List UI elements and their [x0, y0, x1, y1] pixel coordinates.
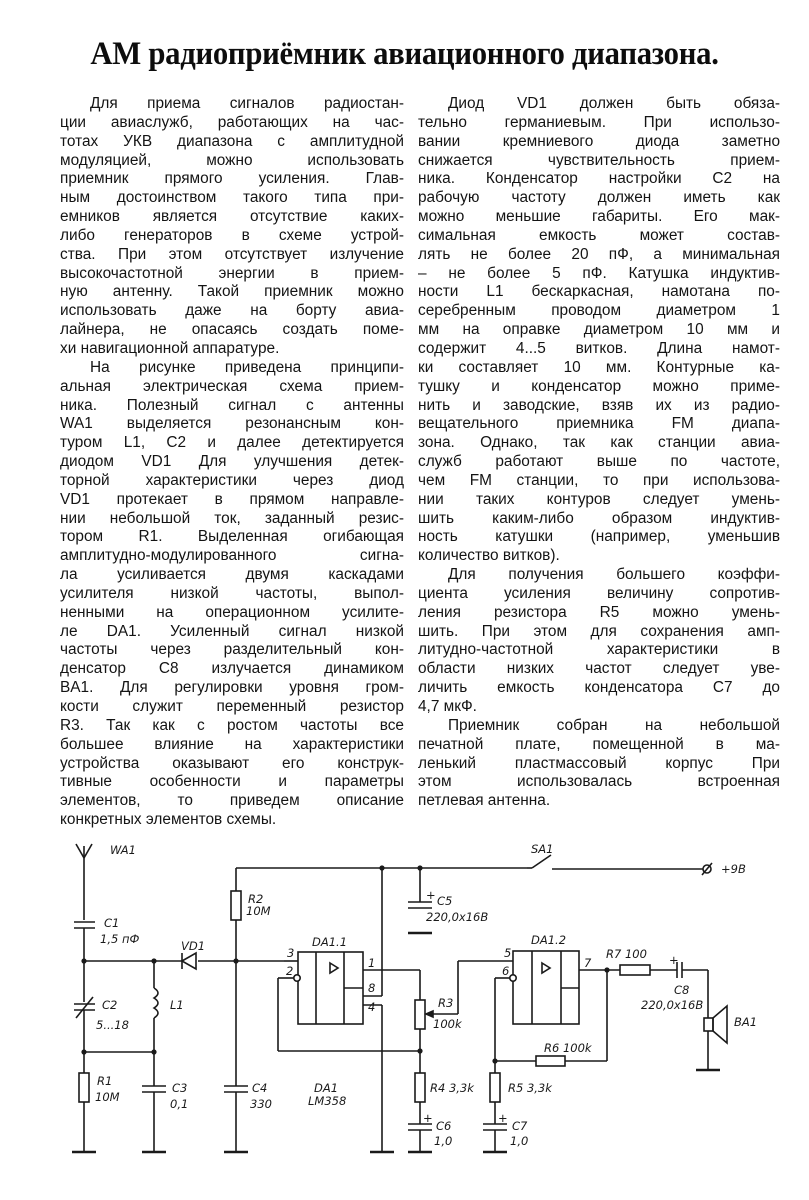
text-line: ненными на операционном усилите-: [60, 603, 404, 621]
text-line: BA1. Для регулировки уровня гром-: [60, 679, 404, 697]
text-line: тором R1. Выделенная огибающая: [60, 528, 404, 546]
text-line: литудно-частотной характеристики в: [418, 641, 780, 659]
text-line: симальная емкость может состав-: [418, 226, 780, 244]
text-line: либо генераторов в схеме устрой-: [60, 226, 404, 244]
text-line: Диод VD1 должен быть обяза-: [448, 95, 780, 112]
label-c1-value: 1,5 пФ: [100, 932, 140, 946]
label-c5: C5: [437, 894, 453, 908]
text-line: большее влияние на характеристики: [60, 735, 404, 753]
text-line: серебренным проводом диаметром 1: [418, 302, 780, 320]
text-line: устройства оказывают его конструк-: [60, 754, 404, 772]
label-pin7: 7: [584, 956, 592, 970]
switch-sa1-icon: [527, 855, 703, 869]
label-r7: R7 100: [606, 947, 647, 961]
text-line: усилителя низкой частоты, выпол-: [60, 584, 404, 602]
label-r4: R4 3,3k: [430, 1081, 474, 1095]
text-line: шить каким-либо образом индуктив-: [418, 509, 780, 527]
schematic-labels: [95, 842, 757, 1148]
label-pin2: 2: [286, 964, 294, 978]
label-pin6: 6: [502, 964, 510, 978]
text-line: диодом VD1 Для улучшения детек-: [60, 453, 404, 471]
capacitor-c3-icon: [142, 1052, 166, 1152]
text-line: R3. Так как с ростом частоты все: [60, 716, 404, 734]
text-line: тушку и конденсатор можно приме-: [418, 377, 780, 395]
text-line: элементов, то приведем описание: [60, 792, 404, 810]
text-line: ную антенну. Такой приемник можно: [60, 283, 404, 301]
label-pin1: 1: [368, 956, 376, 970]
label-r3-value: 100k: [433, 1017, 462, 1031]
label-c7-value: 1,0: [510, 1134, 529, 1148]
text-line: WA1 выделяется резонансным кон-: [60, 415, 404, 433]
text-line: ности L1 бескаркасная, намотана по-: [418, 283, 780, 301]
label-c8: C8: [674, 983, 690, 997]
label-r6: R6 100k: [544, 1041, 592, 1055]
label-c6: C6: [436, 1119, 452, 1133]
text-line: модуляцией, можно использовать: [60, 151, 404, 169]
text-line: торной характеристики через диод: [60, 471, 404, 489]
capacitor-c7-icon: [483, 1124, 507, 1152]
label-l1: L1: [170, 998, 184, 1012]
text-line: лять не более 20 пФ, а минимальная: [418, 245, 780, 263]
text-line: печатной плате, помещенной в ма-: [418, 735, 780, 753]
text-line: ника. Конденсатор настройки C2 на: [418, 170, 780, 188]
capacitor-c6-icon: [408, 1124, 432, 1152]
text-line: можно меньшие габариты. Его мак-: [418, 208, 780, 226]
text-line: тотах УКВ диапазона с амплитудной: [60, 132, 404, 150]
text-line: нии таких контуров следует умень-: [418, 490, 780, 508]
label-c8-plus: +: [669, 953, 679, 967]
text-line: содержит 4...5 витков. Длина намот-: [418, 339, 780, 357]
label-supply: +9В: [721, 862, 746, 876]
text-line: нии небольшой ток, заданный резис-: [60, 509, 404, 527]
text-line: тивные особенности и параметры: [60, 773, 404, 791]
label-c7: C7: [512, 1119, 528, 1133]
text-line: этом использовалась встроенная: [418, 773, 780, 791]
variable-capacitor-c2-icon: [74, 997, 95, 1052]
label-c2-value: 5...18: [96, 1018, 129, 1032]
text-line: Приемник собран на небольшой: [448, 716, 780, 734]
text-line: циента усиления величину сопротив-: [418, 584, 780, 602]
text-line: служб работают выше по частоте,: [418, 453, 780, 471]
label-c4-value: 330: [250, 1097, 272, 1111]
label-c2: C2: [102, 998, 118, 1012]
text-line: ника. Полезный сигнал с антенны: [60, 396, 404, 414]
opamp-da11-icon: [294, 952, 363, 1024]
text-line: личить емкость конденсатора C7 до: [418, 679, 780, 697]
text-line: емников является отсутствие каких-: [60, 208, 404, 226]
text-column-left: [60, 95, 404, 830]
capacitor-c4-icon: [224, 1086, 248, 1152]
label-r2: R2: [248, 892, 264, 906]
label-pin3: 3: [287, 946, 295, 960]
label-c4: C4: [252, 1081, 268, 1095]
label-ba1: BA1: [734, 1015, 758, 1029]
text-line: использовать даже на борту авиа-: [60, 302, 404, 320]
text-line: тельно германиевым. При использо-: [418, 113, 780, 131]
text-line: ки составляет 10 мм. Контурные ка-: [418, 358, 780, 376]
label-r5: R5 3,3k: [508, 1081, 552, 1095]
text-line: зона. Однако, так как станции авиа-: [418, 434, 780, 452]
text-line: чем FM станции, то при использова-: [418, 471, 780, 489]
opamp-da12-icon: [510, 951, 579, 1024]
label-c3: C3: [172, 1081, 188, 1095]
text-line: ным достоинством такого типа при-: [60, 189, 404, 207]
text-line: высокочастотной энергии в прием-: [60, 264, 404, 282]
label-da1-part: LM358: [308, 1094, 347, 1108]
text-line: вещательного приемника FM диапа-: [418, 415, 780, 433]
label-c6-plus: +: [423, 1111, 433, 1125]
label-c7-plus: +: [498, 1111, 508, 1125]
label-c5-value: 220,0x16В: [426, 910, 489, 924]
text-line: На рисунке приведена принципи-: [90, 358, 404, 376]
text-line: рабочую частоту должен иметь как: [418, 189, 780, 207]
article-title: АМ радиоприёмник авиационного диапазона.: [90, 36, 719, 72]
label-r2-value: 10M: [246, 904, 271, 918]
text-line: – не более 5 пФ. Катушка индуктив-: [418, 264, 780, 282]
label-pin5: 5: [504, 946, 512, 960]
resistor-r2-icon: [231, 868, 241, 1086]
label-r3: R3: [438, 996, 454, 1010]
text-line: туром L1, C2 и далее детектируется: [60, 434, 404, 452]
speaker-ba1-icon: [696, 1006, 727, 1070]
label-r1: R1: [97, 1074, 113, 1088]
label-c3-value: 0,1: [170, 1097, 189, 1111]
text-line: амплитудно-модулированного сигна-: [60, 547, 404, 565]
text-line: альная электрическая схема прием-: [60, 377, 404, 395]
label-sa1: SA1: [531, 842, 554, 856]
label-r1-value: 10M: [95, 1090, 120, 1104]
circuit-schematic: [0, 830, 809, 1200]
text-line: ленький пластмассовый корпус При: [418, 754, 780, 772]
text-line: 4,7 мкФ.: [418, 698, 477, 715]
text-line: снижается чувствительность прием-: [418, 151, 780, 169]
text-line: петлевая антенна.: [418, 792, 551, 810]
label-c8-value: 220,0x16В: [641, 998, 704, 1012]
text-line: ле DA1. Усиленный сигнал низкой: [60, 622, 404, 640]
label-pin4: 4: [368, 1000, 376, 1014]
text-line: Для получения большего коэффи-: [448, 566, 780, 584]
text-line: ла усиливается двумя каскадами: [60, 566, 404, 584]
antenna-icon: [76, 844, 92, 920]
text-line: приемник прямого усиления. Глав-: [60, 170, 404, 188]
label-da11: DA1.1: [312, 935, 348, 949]
text-line: частоты через разделительный кон-: [60, 641, 404, 659]
resistor-r1-icon: [72, 1052, 96, 1152]
label-vd1: VD1: [181, 939, 206, 953]
inductor-l1-icon: [154, 961, 158, 1052]
text-line: денсатор C8 излучается динамиком: [60, 660, 404, 678]
label-pin8: 8: [368, 981, 376, 995]
text-line: кости служит переменный резистор: [60, 698, 404, 715]
text-line: мм на оправке диаметром 10 мм и: [418, 321, 780, 339]
text-line: Для приема сигналов радиостан-: [90, 95, 404, 112]
text-line: области низких частот следует уве-: [418, 660, 780, 678]
label-c5-plus: +: [426, 888, 436, 902]
label-da1: DA1: [314, 1081, 339, 1095]
label-c1: C1: [104, 916, 120, 930]
text-column-right: [418, 95, 780, 811]
text-line: вании кремниевого диода заметно: [418, 132, 780, 150]
label-wa1: WA1: [110, 843, 136, 857]
diode-vd1-icon: [182, 953, 196, 969]
label-da12: DA1.2: [531, 933, 567, 947]
text-line: ства. При этом отсутствует излучение: [60, 245, 404, 263]
text-line: лайнера, не опасаясь создать поме-: [60, 321, 404, 339]
text-line: ления резистора R5 можно умень-: [418, 603, 780, 621]
text-line: хи навигационной аппаратуре.: [60, 339, 280, 357]
label-c6-value: 1,0: [434, 1134, 453, 1148]
text-line: VD1 протекает в прямом направле-: [60, 490, 404, 508]
text-line: нить и заводские, взяв их из радио-: [418, 396, 780, 414]
text-line: ции авиаслужб, работающих на час-: [60, 113, 404, 131]
text-line: конкретных элементов схемы.: [60, 811, 277, 829]
text-line: шить. При этом для сохранения амп-: [418, 622, 780, 640]
text-line: ность катушки (например, уменьшив: [418, 528, 780, 546]
text-line: количество витков).: [418, 547, 560, 565]
